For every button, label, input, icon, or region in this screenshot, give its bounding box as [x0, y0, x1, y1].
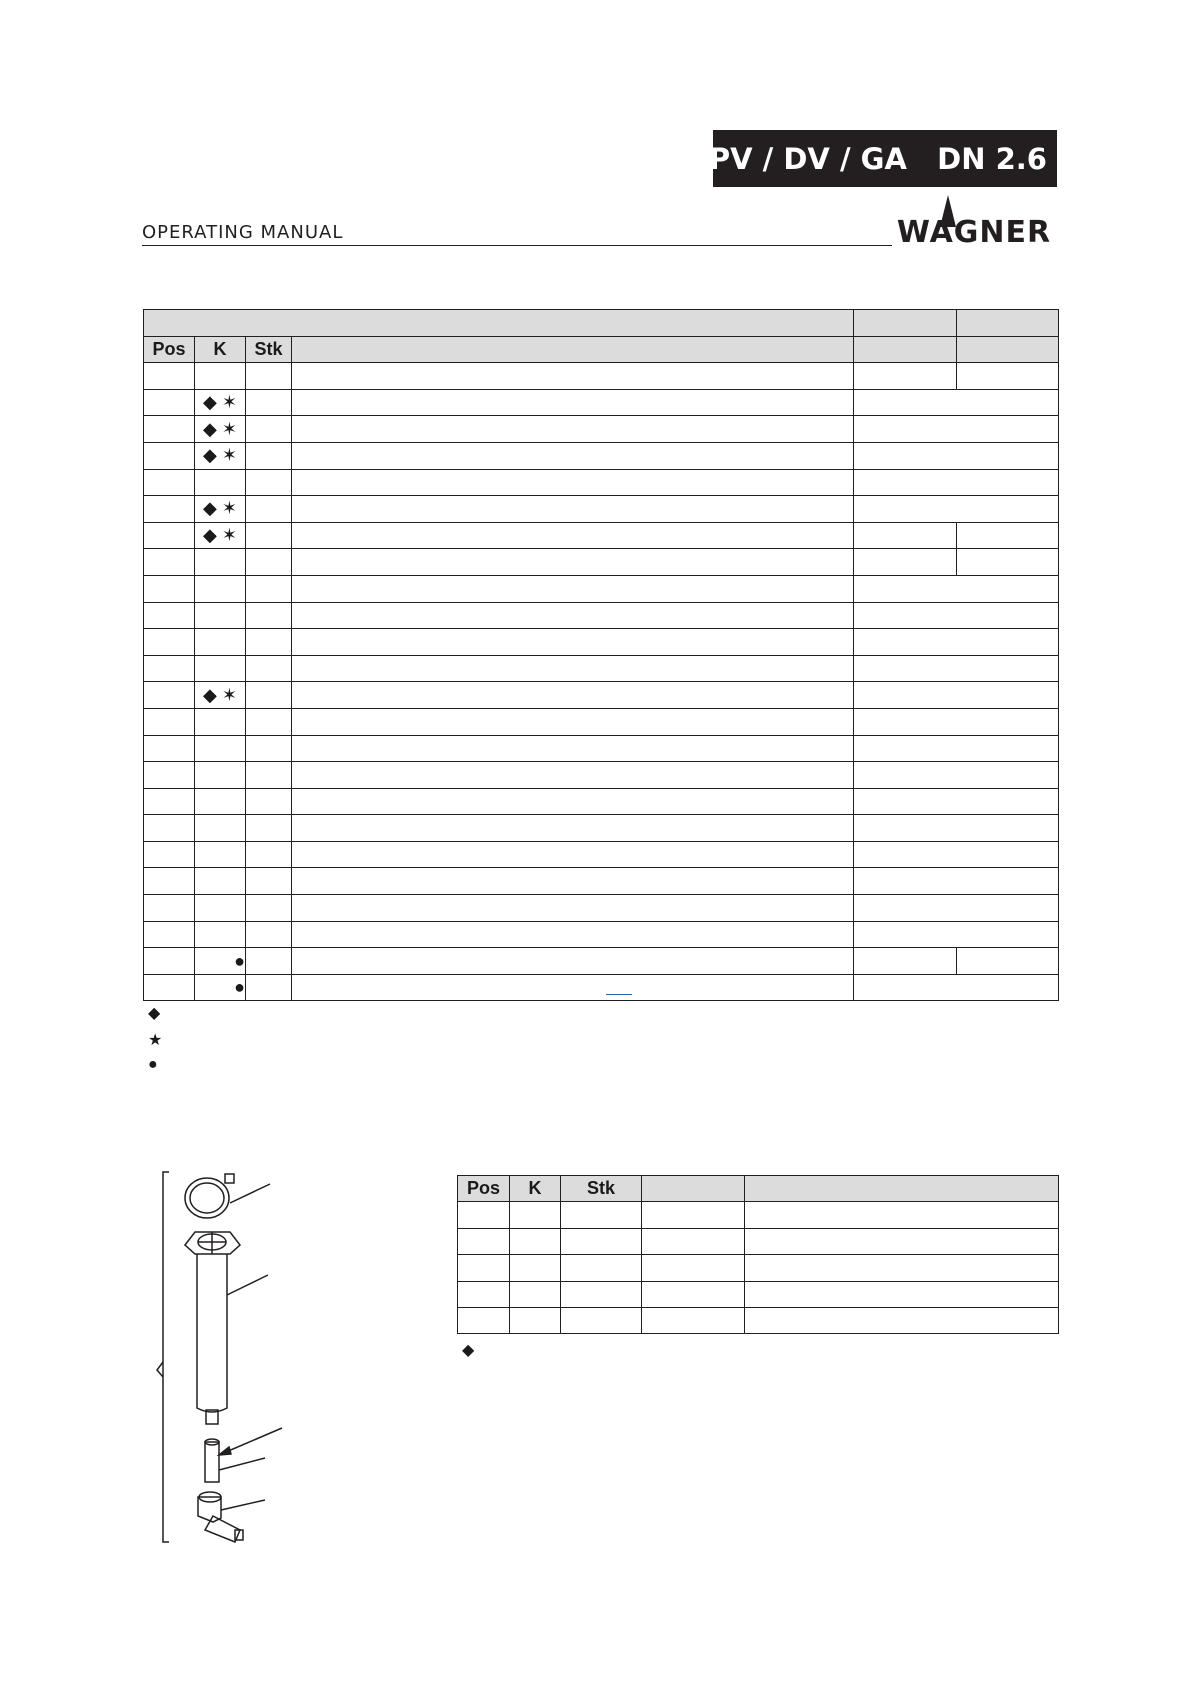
kit-cell-pos — [458, 1281, 510, 1307]
cell-order-number — [854, 442, 1059, 469]
cell-k — [195, 815, 246, 842]
kit-col-k: K — [510, 1176, 561, 1202]
table-row — [144, 496, 1059, 523]
cell-description — [292, 602, 854, 629]
cell-order-number — [854, 469, 1059, 496]
cell-order-number — [854, 655, 1059, 682]
cell-k — [195, 363, 246, 390]
kit-cell-stk — [561, 1307, 642, 1333]
col-k: K — [195, 336, 246, 363]
cell-order-number — [854, 841, 1059, 868]
cell-description — [292, 629, 854, 656]
cell-pos — [144, 762, 195, 789]
cell-order-number — [854, 974, 1059, 1001]
table-row — [144, 469, 1059, 496]
cell-pos — [144, 974, 195, 1001]
cell-description — [292, 575, 854, 602]
cell-description — [292, 788, 854, 815]
cell-pos — [144, 469, 195, 496]
cell-k — [195, 469, 246, 496]
table-row — [144, 363, 1059, 390]
table-row — [144, 788, 1059, 815]
reference-link[interactable] — [606, 994, 632, 995]
col-stk: Stk — [246, 336, 292, 363]
cell-order-number — [854, 602, 1059, 629]
cell-stk — [246, 389, 292, 416]
cell-description — [292, 496, 854, 523]
kit-cell-description — [745, 1228, 1059, 1254]
cell-pos — [144, 682, 195, 709]
table-row — [144, 389, 1059, 416]
kit-col-pos: Pos — [458, 1176, 510, 1202]
document-title: PV / DV / GA DN 2.6 — [713, 130, 1057, 187]
cell-order-number-alt — [957, 522, 1059, 549]
kit-legend-diamond: ◆ — [462, 1342, 475, 1359]
cell-description — [292, 363, 854, 390]
kit-table-header — [458, 1176, 1059, 1202]
cell-pos — [144, 921, 195, 948]
cell-k — [195, 735, 246, 762]
table-row — [144, 522, 1059, 549]
cell-description — [292, 948, 854, 975]
cell-pos — [144, 788, 195, 815]
cell-description — [292, 841, 854, 868]
table-row — [144, 735, 1059, 762]
kit-table-row — [458, 1255, 1059, 1281]
cell-k: ◆ ✶ — [195, 522, 246, 549]
cell-pos — [144, 629, 195, 656]
cell-stk — [246, 549, 292, 576]
table-row — [144, 841, 1059, 868]
kit-cell-k — [510, 1202, 561, 1228]
cell-k: ◆ ✶ — [195, 682, 246, 709]
kit-cell-pos — [458, 1307, 510, 1333]
cell-pos — [144, 549, 195, 576]
cell-description — [292, 735, 854, 762]
logo-text: WAGNER — [896, 215, 1052, 250]
kit-cell-description — [745, 1281, 1059, 1307]
kit-cell-order — [642, 1307, 745, 1333]
cell-order-number — [854, 629, 1059, 656]
cell-stk — [246, 948, 292, 975]
kit-cell-pos — [458, 1255, 510, 1281]
cell-pos — [144, 708, 195, 735]
cell-k: ◆ ✶ — [195, 442, 246, 469]
kit-cell-pos — [458, 1228, 510, 1254]
cell-pos — [144, 575, 195, 602]
cell-k — [195, 895, 246, 922]
cell-description — [292, 815, 854, 842]
cell-k — [195, 575, 246, 602]
cell-stk — [246, 522, 292, 549]
cell-stk — [246, 575, 292, 602]
wagner-logo — [888, 195, 1060, 250]
cell-description — [292, 469, 854, 496]
cell-stk — [246, 682, 292, 709]
cell-stk — [246, 815, 292, 842]
cell-stk — [246, 496, 292, 523]
legend-diamond: ◆ — [148, 1005, 161, 1022]
col-order-b — [957, 336, 1059, 363]
manual-subtitle: OPERATING MANUAL — [142, 222, 344, 243]
cell-k — [195, 655, 246, 682]
cell-description — [292, 442, 854, 469]
cell-order-number — [854, 522, 957, 549]
kit-cell-stk — [561, 1228, 642, 1254]
kit-table — [457, 1175, 1059, 1334]
cell-order-number — [854, 895, 1059, 922]
kit-cell-k — [510, 1228, 561, 1254]
kit-cell-order — [642, 1255, 745, 1281]
cell-description — [292, 389, 854, 416]
cell-k: ● — [195, 974, 246, 1001]
kit-cell-k — [510, 1281, 561, 1307]
cell-stk — [246, 788, 292, 815]
cell-stk — [246, 363, 292, 390]
cell-stk — [246, 762, 292, 789]
cell-order-number — [854, 496, 1059, 523]
cell-stk — [246, 735, 292, 762]
blank-header-cell — [144, 310, 854, 337]
kit-cell-stk — [561, 1281, 642, 1307]
cell-order-number — [854, 416, 1059, 443]
cell-k — [195, 549, 246, 576]
table-row — [144, 549, 1059, 576]
cell-stk — [246, 442, 292, 469]
cell-k: ◆ ✶ — [195, 416, 246, 443]
cell-stk — [246, 868, 292, 895]
kit-cell-stk — [561, 1202, 642, 1228]
cell-pos — [144, 522, 195, 549]
cell-order-number — [854, 389, 1059, 416]
cell-description — [292, 416, 854, 443]
cell-pos — [144, 841, 195, 868]
cell-description — [292, 655, 854, 682]
table-row — [144, 575, 1059, 602]
kit-cell-stk — [561, 1255, 642, 1281]
kit-cell-k — [510, 1255, 561, 1281]
table-row — [144, 629, 1059, 656]
cell-description — [292, 868, 854, 895]
cell-pos — [144, 389, 195, 416]
cell-pos — [144, 895, 195, 922]
table-row — [144, 895, 1059, 922]
kit-cell-k — [510, 1307, 561, 1333]
table-row — [144, 974, 1059, 1001]
cell-k — [195, 841, 246, 868]
kit-cell-description — [745, 1307, 1059, 1333]
col-description — [292, 336, 854, 363]
cell-k — [195, 602, 246, 629]
cell-pos — [144, 496, 195, 523]
blank-header-cell — [957, 310, 1059, 337]
cell-stk — [246, 708, 292, 735]
cell-order-number — [854, 363, 957, 390]
blank-header-cell — [854, 310, 957, 337]
cell-order-number — [854, 788, 1059, 815]
cell-k — [195, 762, 246, 789]
kit-cell-pos — [458, 1202, 510, 1228]
cell-description — [292, 762, 854, 789]
cell-pos — [144, 868, 195, 895]
table-row — [144, 442, 1059, 469]
table-header-blank — [144, 310, 1059, 337]
cell-k — [195, 788, 246, 815]
table-row — [144, 682, 1059, 709]
kit-cell-order — [642, 1202, 745, 1228]
cell-order-number — [854, 549, 957, 576]
cell-stk — [246, 416, 292, 443]
kit-table-row — [458, 1307, 1059, 1333]
cell-pos — [144, 815, 195, 842]
cell-order-number — [854, 921, 1059, 948]
kit-table-row — [458, 1202, 1059, 1228]
kit-col-stk: Stk — [561, 1176, 642, 1202]
col-order-a — [854, 336, 957, 363]
table-row — [144, 948, 1059, 975]
cell-pos — [144, 442, 195, 469]
cell-description — [292, 921, 854, 948]
cell-order-number-alt — [957, 948, 1059, 975]
parts-table — [143, 309, 1059, 1001]
cell-k: ◆ ✶ — [195, 389, 246, 416]
table-row — [144, 921, 1059, 948]
cell-order-number — [854, 868, 1059, 895]
cell-description — [292, 549, 854, 576]
cell-order-number — [854, 762, 1059, 789]
cell-description — [292, 895, 854, 922]
table-row — [144, 416, 1059, 443]
cell-description — [292, 974, 854, 1001]
cell-pos — [144, 948, 195, 975]
cell-k: ● — [195, 948, 246, 975]
kit-cell-order — [642, 1281, 745, 1307]
cell-description — [292, 522, 854, 549]
cell-pos — [144, 602, 195, 629]
table-row — [144, 868, 1059, 895]
cell-k — [195, 708, 246, 735]
kit-cell-description — [745, 1255, 1059, 1281]
col-pos: Pos — [144, 336, 195, 363]
cell-order-number-alt — [957, 363, 1059, 390]
exploded-view-illustration — [155, 1170, 305, 1550]
cell-order-number — [854, 948, 957, 975]
table-row — [144, 655, 1059, 682]
cell-stk — [246, 602, 292, 629]
table-header — [144, 336, 1059, 363]
table-row — [144, 762, 1059, 789]
cell-stk — [246, 655, 292, 682]
cell-order-number — [854, 735, 1059, 762]
cell-description — [292, 682, 854, 709]
cell-pos — [144, 655, 195, 682]
cell-k — [195, 868, 246, 895]
cell-pos — [144, 735, 195, 762]
cell-order-number — [854, 682, 1059, 709]
kit-col-description — [745, 1176, 1059, 1202]
legend-star: ★ — [148, 1032, 163, 1049]
cell-stk — [246, 841, 292, 868]
kit-cell-order — [642, 1228, 745, 1254]
table-row — [144, 708, 1059, 735]
cell-k: ◆ ✶ — [195, 496, 246, 523]
kit-cell-description — [745, 1202, 1059, 1228]
header-rule — [142, 245, 892, 246]
legend-dot: ● — [148, 1056, 158, 1073]
cell-stk — [246, 974, 292, 1001]
table-row — [144, 602, 1059, 629]
kit-table-row — [458, 1281, 1059, 1307]
cell-order-number — [854, 815, 1059, 842]
cell-pos — [144, 363, 195, 390]
kit-table-row — [458, 1228, 1059, 1254]
cell-order-number-alt — [957, 549, 1059, 576]
cell-order-number — [854, 575, 1059, 602]
table-row — [144, 815, 1059, 842]
kit-col-order — [642, 1176, 745, 1202]
cell-description — [292, 708, 854, 735]
cell-k — [195, 629, 246, 656]
cell-stk — [246, 629, 292, 656]
cell-k — [195, 921, 246, 948]
cell-pos — [144, 416, 195, 443]
cell-stk — [246, 895, 292, 922]
cell-order-number — [854, 708, 1059, 735]
cell-stk — [246, 469, 292, 496]
cell-stk — [246, 921, 292, 948]
